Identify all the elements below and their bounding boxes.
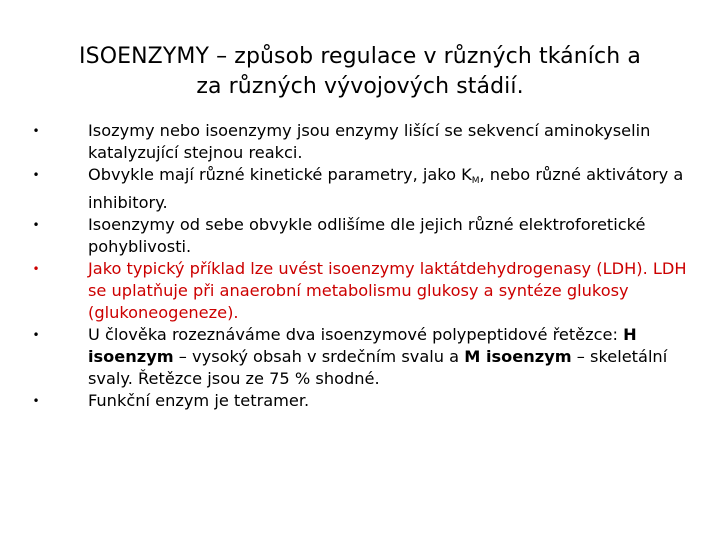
bullet-text-part: – skeletální svaly. Řetězce jsou ze 75 % shodné.: [88, 347, 668, 388]
bullet-item-highlighted: [30, 258, 690, 324]
bullet-marker: •: [32, 262, 40, 276]
bullet-item: [30, 324, 690, 390]
bullet-text: Funkční enzym je tetramer.: [88, 391, 310, 410]
bullet-marker: •: [32, 218, 40, 232]
bullet-item: [30, 390, 690, 412]
bullet-text-part: – vysoký obsah v srdečním svalu a: [173, 347, 465, 366]
bullet-text: Isoenzymy od sebe obvykle odlišíme dle jejich různé elektroforetické pohyblivosti.: [88, 215, 646, 256]
m-isoenzym-term: M isoenzym: [464, 347, 572, 366]
bullet-text-part: , nebo různé aktivátory a inhibitory.: [88, 165, 684, 212]
bullet-item: [30, 164, 690, 214]
bullet-text: Isozymy nebo isoenzymy jsou enzymy lišící se sekvencí aminokyselin katalyzující stejnou reakci.: [88, 121, 651, 162]
bullet-text: [88, 164, 690, 214]
bullet-marker: •: [32, 328, 40, 342]
bullet-text-part: Obvykle mají různé kinetické parametry, jako K: [88, 165, 472, 184]
bullet-marker: •: [32, 394, 40, 408]
bullet-text-part: U člověka rozeznáváme dva isoenzymové polypeptidové řetězce:: [88, 325, 624, 344]
bullet-text: Jako typický příklad lze uvést isoenzymy laktátdehydrogenasy (LDH). LDH se uplatňuje při anaerobní metabolismu glukosy a syntéze glukosy (glukoneogeneze).: [88, 259, 687, 322]
bullet-text: [88, 324, 690, 390]
km-subscript: M: [471, 176, 480, 186]
bullet-marker: •: [32, 168, 40, 182]
h-isoenzym-term: H isoenzym: [88, 325, 637, 366]
bullet-marker: •: [32, 124, 40, 138]
bullet-item: [30, 120, 690, 164]
bullet-list: [30, 120, 690, 412]
slide-title: [40, 42, 680, 102]
slide-title-line-1: ISOENZYMY – způsob regulace v různých tkáních a: [79, 44, 641, 69]
slide-title-line-2: za různých vývojových stádií.: [196, 74, 524, 99]
bullet-item: [30, 214, 690, 258]
